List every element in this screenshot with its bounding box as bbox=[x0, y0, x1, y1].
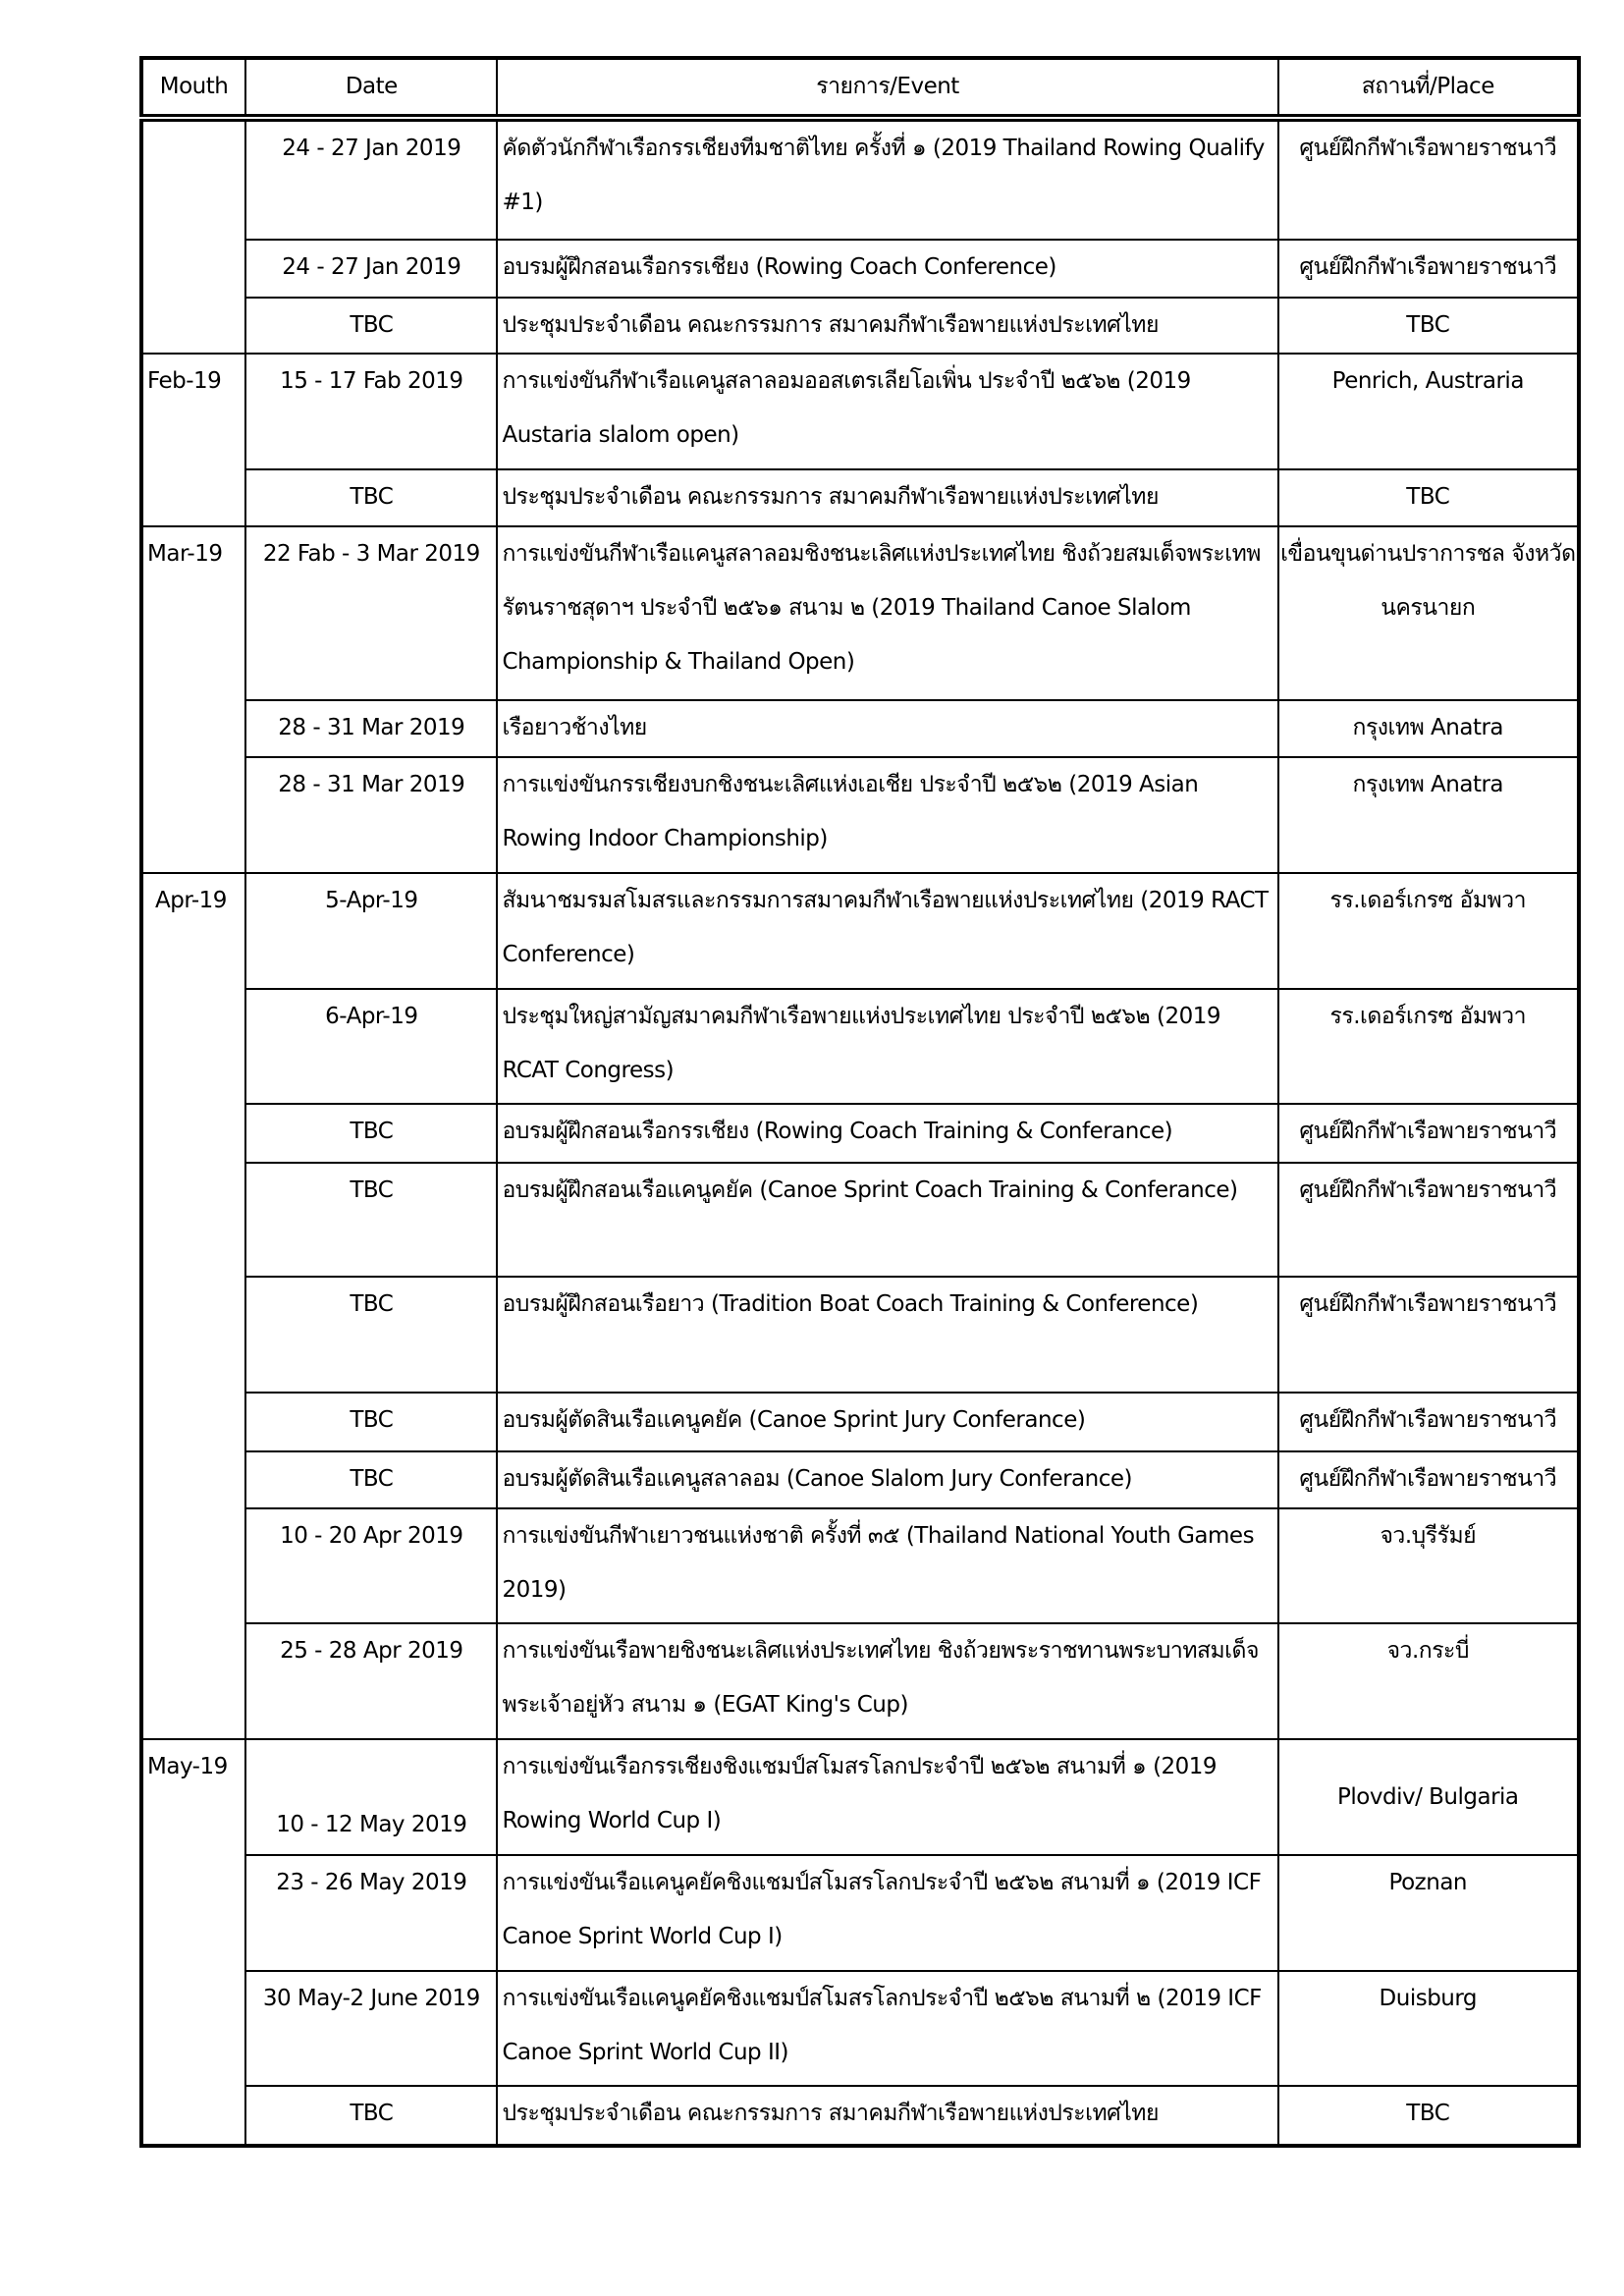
month-cell: May-19 bbox=[141, 1739, 245, 2146]
place-cell: Penrich, Austraria bbox=[1278, 354, 1579, 469]
date-cell: 28 - 31 Mar 2019 bbox=[245, 700, 497, 757]
event-cell: การแข่งขันเรือแคนูคยัคชิงแชมป์สโมสรโลกประจำปี ๒๕๖๒ สนามที่ ๑ (2019 ICF Canoe Sprint World Cup I) bbox=[497, 1855, 1277, 1971]
table-row bbox=[141, 2086, 1579, 2146]
date-cell: TBC bbox=[245, 1163, 497, 1277]
date-cell: TBC bbox=[245, 2086, 497, 2146]
date-cell: 22 Fab - 3 Mar 2019 bbox=[245, 526, 497, 700]
date-cell: TBC bbox=[245, 298, 497, 354]
event-cell: คัดตัวนักกีฬาเรือกรรเชียงทีมชาติไทย ครั้งที่ ๑ (2019 Thailand Rowing Qualify #1) bbox=[497, 118, 1277, 240]
place-cell: เขื่อนขุนด่านปราการชล จังหวัดนครนายก bbox=[1278, 526, 1579, 700]
place-cell: จว.กระบี่ bbox=[1278, 1623, 1579, 1739]
event-cell: อบรมผู้ฝึกสอนเรือกรรเชียง (Rowing Coach Conference) bbox=[497, 240, 1277, 298]
date-cell: 10 - 12 May 2019 bbox=[245, 1739, 497, 1855]
month-cell: Feb-19 bbox=[141, 354, 245, 526]
place-cell: TBC bbox=[1278, 469, 1579, 526]
place-cell: จว.บุรีรัมย์ bbox=[1278, 1508, 1579, 1623]
date-cell: 28 - 31 Mar 2019 bbox=[245, 757, 497, 873]
date-cell: 24 - 27 Jan 2019 bbox=[245, 240, 497, 298]
place-cell: Poznan bbox=[1278, 1855, 1579, 1971]
header-row bbox=[141, 58, 1579, 118]
event-cell: การแข่งขันกรรเชียงบกชิงชนะเลิศแห่งเอเชีย ประจำปี ๒๕๖๒ (2019 Asian Rowing Indoor Championship) bbox=[497, 757, 1277, 873]
event-cell: การแข่งขันเรือพายชิงชนะเลิศแห่งประเทศไทย ชิงถ้วยพระราชทานพระบาทสมเด็จพระเจ้าอยู่หัว สนาม ๑ (EGAT King's Cup) bbox=[497, 1623, 1277, 1739]
event-cell: ประชุมใหญ่สามัญสมาคมกีฬาเรือพายแห่งประเทศไทย ประจำปี ๒๕๖๒ (2019 RCAT Congress) bbox=[497, 989, 1277, 1104]
date-cell: 6-Apr-19 bbox=[245, 989, 497, 1104]
place-cell: ศูนย์ฝึกกีฬาเรือพายราชนาวี bbox=[1278, 1451, 1579, 1508]
event-cell: อบรมผู้ตัดสินเรือแคนูสลาลอม (Canoe Slalom Jury Conferance) bbox=[497, 1451, 1277, 1508]
table-row bbox=[141, 298, 1579, 354]
date-cell: TBC bbox=[245, 1393, 497, 1451]
table-row bbox=[141, 1855, 1579, 1971]
event-cell: อบรมผู้ฝึกสอนเรือแคนูคยัค (Canoe Sprint Coach Training & Conferance) bbox=[497, 1163, 1277, 1277]
date-cell: TBC bbox=[245, 1451, 497, 1508]
header-place: สถานที่/Place bbox=[1278, 58, 1579, 118]
table-row bbox=[141, 989, 1579, 1104]
table-row bbox=[141, 1104, 1579, 1163]
table-row bbox=[141, 469, 1579, 526]
event-cell: การแข่งขันเรือกรรเชียงชิงแชมป์สโมสรโลกประจำปี ๒๕๖๒ สนามที่ ๑ (2019 Rowing World Cup I) bbox=[497, 1739, 1277, 1855]
event-schedule-table bbox=[139, 56, 1581, 2148]
date-cell: 10 - 20 Apr 2019 bbox=[245, 1508, 497, 1623]
date-cell: TBC bbox=[245, 1277, 497, 1393]
event-cell: ประชุมประจำเดือน คณะกรรมการ สมาคมกีฬาเรือพายแห่งประเทศไทย bbox=[497, 298, 1277, 354]
table-row bbox=[141, 1508, 1579, 1623]
place-cell: ศูนย์ฝึกกีฬาเรือพายราชนาวี bbox=[1278, 118, 1579, 240]
table-row bbox=[141, 1451, 1579, 1508]
date-cell: TBC bbox=[245, 469, 497, 526]
table-row bbox=[141, 118, 1579, 240]
table-row bbox=[141, 526, 1579, 700]
event-cell: การแข่งขันกีฬาเรือแคนูสลาลอมออสเตรเลียโอเพิ่น ประจำปี ๒๕๖๒ (2019 Austaria slalom open) bbox=[497, 354, 1277, 469]
place-cell: กรุงเทพ Anatra bbox=[1278, 700, 1579, 757]
date-cell: 15 - 17 Fab 2019 bbox=[245, 354, 497, 469]
date-cell: 23 - 26 May 2019 bbox=[245, 1855, 497, 1971]
table-row bbox=[141, 1163, 1579, 1277]
place-cell: Plovdiv/ Bulgaria bbox=[1278, 1739, 1579, 1855]
place-cell: TBC bbox=[1278, 298, 1579, 354]
table-row bbox=[141, 757, 1579, 873]
event-cell: ประชุมประจำเดือน คณะกรรมการ สมาคมกีฬาเรือพายแห่งประเทศไทย bbox=[497, 469, 1277, 526]
table-row bbox=[141, 1277, 1579, 1393]
date-cell: 30 May-2 June 2019 bbox=[245, 1971, 497, 2086]
date-cell: 24 - 27 Jan 2019 bbox=[245, 118, 497, 240]
table-row bbox=[141, 1971, 1579, 2086]
event-cell: ประชุมประจำเดือน คณะกรรมการ สมาคมกีฬาเรือพายแห่งประเทศไทย bbox=[497, 2086, 1277, 2146]
table-row bbox=[141, 700, 1579, 757]
month-cell: Apr-19 bbox=[141, 873, 245, 1739]
table-row bbox=[141, 1623, 1579, 1739]
event-cell: สัมนาชมรมสโมสรและกรรมการสมาคมกีฬาเรือพายแห่งประเทศไทย (2019 RACT Conference) bbox=[497, 873, 1277, 989]
event-cell: อบรมผู้ฝึกสอนเรือกรรเชียง (Rowing Coach Training & Conferance) bbox=[497, 1104, 1277, 1163]
header-event: รายการ/Event bbox=[497, 58, 1277, 118]
table-row bbox=[141, 354, 1579, 469]
place-cell: ศูนย์ฝึกกีฬาเรือพายราชนาวี bbox=[1278, 1277, 1579, 1393]
date-cell: 25 - 28 Apr 2019 bbox=[245, 1623, 497, 1739]
table-row bbox=[141, 873, 1579, 989]
event-cell: อบรมผู้ฝึกสอนเรือยาว (Tradition Boat Coach Training & Conference) bbox=[497, 1277, 1277, 1393]
date-cell: 5-Apr-19 bbox=[245, 873, 497, 989]
date-cell: TBC bbox=[245, 1104, 497, 1163]
place-cell: Duisburg bbox=[1278, 1971, 1579, 2086]
table-row bbox=[141, 1739, 1579, 1855]
month-cell bbox=[141, 118, 245, 354]
header-date: Date bbox=[245, 58, 497, 118]
place-cell: ศูนย์ฝึกกีฬาเรือพายราชนาวี bbox=[1278, 1104, 1579, 1163]
place-cell: รร.เดอร์เกรซ อัมพวา bbox=[1278, 989, 1579, 1104]
place-cell: ศูนย์ฝึกกีฬาเรือพายราชนาวี bbox=[1278, 1393, 1579, 1451]
event-cell: การแข่งขันกีฬาเรือแคนูสลาลอมชิงชนะเลิศแห่งประเทศไทย ชิงถ้วยสมเด็จพระเทพรัตนราชสุดาฯ ประจำปี ๒๕๖๑ สนาม ๒ (2019 Thailand Canoe Slalom Championship & Thailand Open) bbox=[497, 526, 1277, 700]
event-cell: การแข่งขันกีฬาเยาวชนแห่งชาติ ครั้งที่ ๓๕ (Thailand National Youth Games 2019) bbox=[497, 1508, 1277, 1623]
place-cell: TBC bbox=[1278, 2086, 1579, 2146]
place-cell: รร.เดอร์เกรซ อัมพวา bbox=[1278, 873, 1579, 989]
event-cell: อบรมผู้ตัดสินเรือแคนูคยัค (Canoe Sprint Jury Conferance) bbox=[497, 1393, 1277, 1451]
place-cell: ศูนย์ฝึกกีฬาเรือพายราชนาวี bbox=[1278, 1163, 1579, 1277]
event-cell: เรือยาวช้างไทย bbox=[497, 700, 1277, 757]
event-cell: การแข่งขันเรือแคนูคยัคชิงแชมป์สโมสรโลกประจำปี ๒๕๖๒ สนามที่ ๒ (2019 ICF Canoe Sprint World Cup II) bbox=[497, 1971, 1277, 2086]
header-month: Mouth bbox=[141, 58, 245, 118]
place-cell: กรุงเทพ Anatra bbox=[1278, 757, 1579, 873]
table-row bbox=[141, 1393, 1579, 1451]
month-cell: Mar-19 bbox=[141, 526, 245, 873]
table-row bbox=[141, 240, 1579, 298]
place-cell: ศูนย์ฝึกกีฬาเรือพายราชนาวี bbox=[1278, 240, 1579, 298]
